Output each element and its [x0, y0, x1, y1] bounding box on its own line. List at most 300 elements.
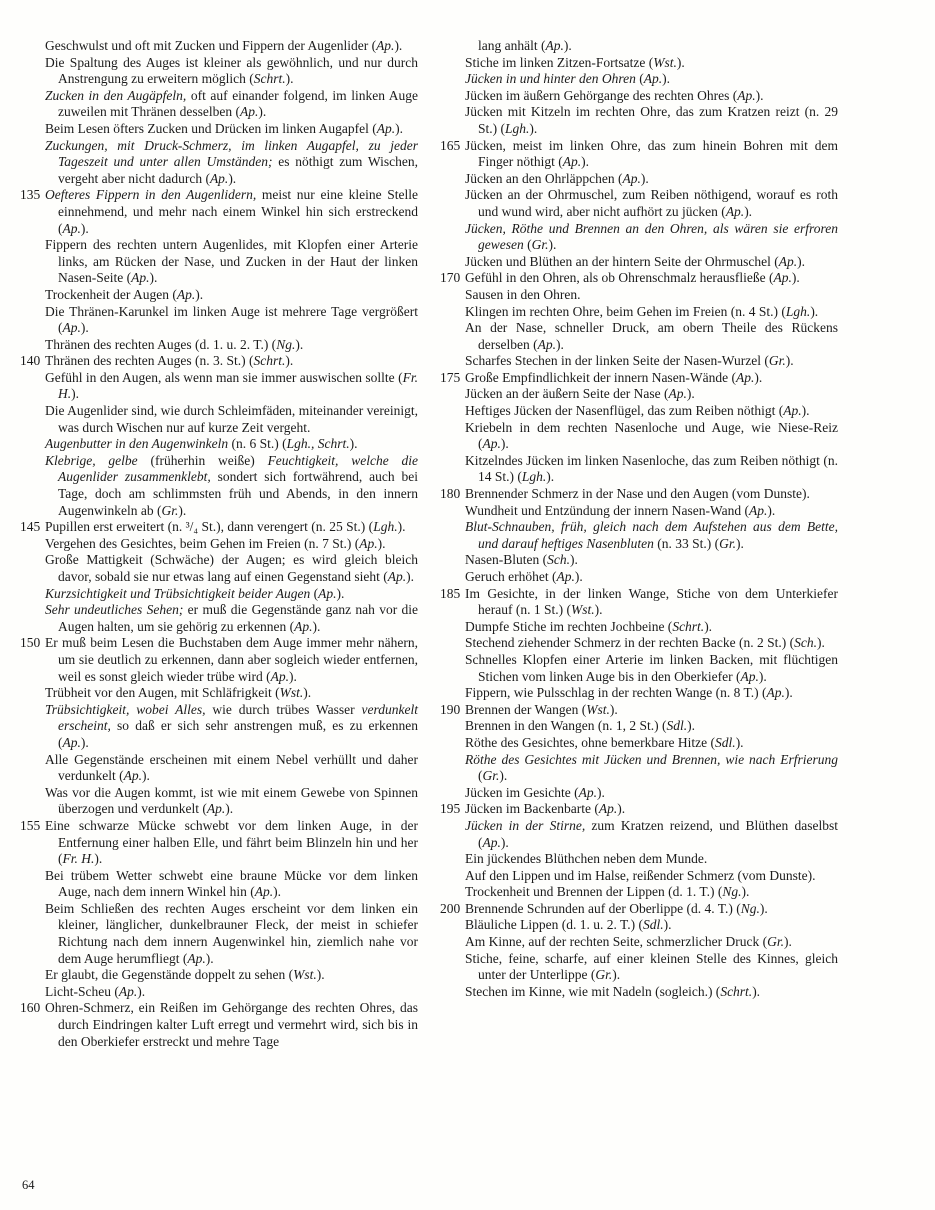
symptom-text: Brennen der Wangen (	[465, 701, 587, 717]
symptom-text: ).	[704, 618, 713, 634]
symptom-text-italic: Ap.	[123, 768, 142, 784]
symptom-text: ).	[228, 170, 237, 186]
symptom-entry	[465, 55, 838, 72]
symptom-text-italic: Ap.	[622, 170, 641, 186]
symptom-text: sondert sich fortwährend, auch bei Tage, doch am schlimmsten früh und Abends, in den innern Augenwinkeln ab (	[58, 469, 418, 518]
symptom-text-italic: Ng.	[740, 900, 760, 916]
symptom-text: (	[635, 71, 644, 87]
symptom-text-italic: Gr.	[595, 967, 613, 983]
symptom-entry	[465, 171, 838, 188]
symptom-text: Brennender Schmerz in der Nase und den Augen (vom Dunste).	[465, 486, 810, 502]
symptom-text: ).	[752, 983, 761, 999]
symptom-text: Am Kinne, auf der rechten Seite, schmerzlicher Druck (	[465, 934, 768, 950]
symptom-text: ).	[640, 170, 649, 186]
symptom-text-italic: Fr. H.	[62, 851, 95, 867]
symptom-text-italic: Ap.	[254, 884, 274, 900]
symptom-text: (	[523, 237, 532, 253]
symptom-text-italic: Lgh.	[505, 120, 530, 136]
symptom-text: ).	[303, 685, 312, 701]
symptom-text-italic: Lgh., Schrt.	[286, 436, 350, 452]
symptom-text-italic: Gr.	[768, 353, 786, 369]
symptom-text: Jücken mit Kitzeln im rechten Ohre, das zum Kratzen reizt (n. 29 St.) (	[465, 104, 838, 136]
symptom-text: Scharfes Stechen in der linken Seite der Nasen-Wurzel (	[465, 353, 769, 369]
symptom-text-italic: Ap.	[556, 569, 575, 584]
symptom-number: 135	[20, 187, 41, 203]
page-number: 64	[22, 1178, 35, 1192]
symptom-text: Bei trübem Wetter schwebt eine braune Mücke vor dem linken Auge, nach dem innern Winkel hin (	[45, 867, 418, 900]
symptom-text-italic: Ng.	[276, 336, 296, 352]
symptom-entry	[465, 552, 838, 569]
symptom-entry	[465, 951, 838, 984]
symptom-entry	[465, 187, 838, 220]
symptom-text: Trübheit vor den Augen, mit Schläfrigkeit (	[45, 685, 280, 701]
symptom-text-italic: Ap.	[766, 685, 785, 701]
symptom-number: 145	[20, 519, 41, 535]
symptom-text: ).	[758, 668, 767, 684]
symptom-text-italic: Ap.	[668, 386, 687, 402]
symptom-entry	[440, 270, 838, 287]
symptom-text: ).	[767, 502, 776, 518]
symptom-entry	[45, 752, 418, 785]
symptom-text: Trockenheit der Augen (	[45, 286, 177, 302]
symptom-text-italic: Ap.	[376, 120, 396, 136]
symptom-entry	[20, 519, 418, 536]
symptom-text-italic: Ap.	[62, 734, 81, 750]
symptom-text-italic: Ap.	[562, 154, 582, 170]
symptom-number: 180	[440, 486, 461, 502]
symptom-entry	[45, 586, 418, 603]
symptom-text: (n. 33 St.) (	[653, 535, 720, 551]
symptom-text: Brennen in den Wangen (n. 1, 2 St.) (	[465, 718, 667, 734]
symptom-text-italic: Oefteres Fippern in den Augenlidern,	[45, 187, 257, 203]
symptom-text: zum Kratzen reizend, und Blüthen daselbst (	[478, 817, 838, 850]
symptom-text-italic: Klebrige, gelbe	[45, 452, 138, 468]
symptom-text: ).	[663, 917, 672, 933]
symptom-text: es nöthigt zum Wischen, vergeht aber nicht dadurch (	[58, 154, 418, 186]
symptom-text-italic: Ap.	[62, 220, 81, 236]
symptom-entry	[465, 868, 838, 885]
symptom-text: meist nur eine kleine Stelle einnehmend, und mehr nach einem Winkel hin sich erstreckend (	[58, 187, 418, 236]
symptom-text: ).	[759, 900, 768, 916]
symptom-entry	[465, 884, 838, 901]
symptom-text: ).	[754, 369, 763, 385]
symptom-entry	[465, 785, 838, 802]
symptom-entry	[465, 287, 838, 304]
symptom-text-italic: Sch.	[794, 635, 817, 651]
symptom-entry	[45, 121, 418, 138]
symptom-text: Brennende Schrunden auf der Oberlippe (d. 4. T.) (	[465, 900, 741, 916]
symptom-entry	[465, 320, 838, 353]
symptom-entry	[465, 934, 838, 951]
symptom-text: Kitzelndes Jücken im linken Nasenloche, das zum Reiben nöthigt (n. 14 St.) (	[465, 452, 838, 485]
symptom-text-italic: Ap.	[736, 369, 755, 385]
symptom-text: Klingen im rechten Ohre, beim Gehen im Freien (n. 4 St.) (	[465, 303, 786, 319]
symptom-text: Beim Schließen des rechten Auges erscheint vor dem linken ein kleiner, länglicher, dunkelbrauner Fleck, der meist in schiefer Richtung nach dem innern Augenwinkel hin, ziemlich nahe vor dem Auge herumfliegt (	[45, 900, 418, 966]
symptom-text: so daß er sich sehr anstrengen muß, es zu erkennen (	[58, 718, 418, 750]
symptom-number: 140	[20, 353, 41, 369]
symptom-text-italic: Ap.	[387, 569, 407, 584]
symptom-text: ).	[225, 801, 234, 817]
symptom-entry	[45, 901, 418, 967]
symptom-text-italic: Wst.	[279, 685, 304, 701]
symptom-text: Gefühl in den Ohren, als ob Ohrenschmalz herausfließe (	[465, 270, 774, 286]
symptom-text-italic: Sdl.	[642, 917, 664, 933]
symptom-text-italic: Schrt.	[672, 618, 705, 634]
symptom-text: Röthe des Gesichtes, ohne bemerkbare Hitze (	[465, 734, 716, 750]
symptom-entry	[465, 619, 838, 636]
symptom-text-italic: Kurzsichtigkeit und Trübsichtigkeit beider Augen	[45, 585, 311, 601]
symptom-entry	[45, 370, 418, 403]
symptom-entry	[45, 403, 418, 436]
symptom-text: ).	[817, 635, 825, 651]
symptom-text-italic: Feuchtigkeit, welche die Augenlider zusammenklebt,	[58, 452, 418, 485]
symptom-text: Dumpfe Stiche im rechten Jochbeine (	[465, 618, 673, 634]
symptom-text: Fippern, wie Pulsschlag in der rechten Wange (n. 8 T.) (	[465, 685, 767, 701]
symptom-text: ).	[205, 950, 214, 966]
symptom-text: Jücken im Backenbarte (	[465, 801, 599, 817]
symptom-text: Ein jückendes Blüthchen neben dem Munde.	[465, 851, 708, 867]
symptom-text: ).	[288, 668, 297, 684]
symptom-text: Nasen-Bluten (	[465, 552, 548, 568]
symptom-text-italic: Sdl.	[666, 718, 688, 734]
symptom-text: lang anhält (	[478, 38, 546, 53]
symptom-text-italic: Röthe des Gesichtes mit Jücken und Brennen, wie nach Erfrierung	[465, 751, 838, 767]
symptom-text-italic: Ap.	[773, 270, 792, 286]
symptom-text-italic: Ap.	[740, 668, 759, 684]
symptom-text-italic: Ap.	[598, 801, 618, 817]
symptom-text: ).	[273, 884, 282, 900]
symptom-text: ).	[80, 734, 89, 750]
symptom-text: (n. 6 St.) (	[228, 436, 287, 452]
symptom-text-italic: Wst.	[653, 54, 677, 70]
symptom-text: oft auf einander folgend, im linken Auge zuweilen mit Thränen desselben (	[58, 87, 418, 120]
symptom-text: Die Augenlider sind, wie durch Schleimfäden, miteinander vereinigt, was durch Wischen nur auf kurze Zeit vergeht.	[45, 403, 418, 435]
symptom-entry	[465, 569, 838, 586]
symptom-text: Pupillen erst erweitert (n. ³/₄ St.), dann verengert (n. 25 St.) (	[45, 519, 374, 535]
symptom-text: (	[478, 768, 483, 784]
symptom-entry	[465, 917, 838, 934]
symptom-entry	[465, 635, 838, 652]
symptom-text: Jücken an der äußern Seite der Nase (	[465, 386, 669, 402]
symptom-number: 195	[440, 801, 461, 817]
symptom-text: Alle Gegenstände erscheinen mit einem Nebel verhüllt und daher verdunkelt (	[45, 751, 418, 784]
symptom-entry	[465, 718, 838, 735]
symptom-number: 200	[440, 900, 461, 916]
symptom-text-italic: Jücken in und hinter den Ohren	[465, 71, 636, 87]
symptom-entry	[440, 585, 838, 619]
symptom-entry	[465, 818, 838, 851]
symptom-entry	[45, 138, 418, 188]
symptom-text: ).	[406, 569, 414, 584]
symptom-text: ).	[548, 237, 557, 253]
symptom-text: Jücken und Blüthen an der hintern Seite der Ohrmuschel (	[465, 253, 779, 269]
symptom-text: ).	[178, 502, 187, 518]
symptom-text: ).	[295, 336, 304, 352]
left-column	[20, 38, 418, 1050]
symptom-text-italic: Ap.	[737, 87, 756, 103]
symptom-entry	[45, 237, 418, 287]
symptom-text: ).	[785, 353, 794, 369]
symptom-entry	[465, 88, 838, 105]
symptom-text: ).	[784, 685, 793, 701]
symptom-text: ).	[687, 718, 696, 734]
symptom-number: 165	[440, 137, 461, 153]
symptom-text: ).	[94, 851, 103, 867]
symptom-entry	[440, 369, 838, 387]
symptom-text: (früherhin weiße)	[137, 452, 268, 468]
symptom-text: ).	[797, 253, 806, 269]
symptom-text-italic: Blut-Schnauben, früh, gleich nach dem Aufstehen aus dem Bette, und darauf heftiges Nasenbluten	[465, 519, 838, 551]
symptom-entry	[465, 104, 838, 137]
symptom-text-italic: Wst.	[570, 602, 595, 618]
symptom-text-italic: Ap.	[131, 270, 150, 286]
symptom-entry	[465, 685, 838, 702]
symptom-text: Jücken an den Ohrläppchen (	[465, 170, 623, 186]
symptom-text: ).	[71, 386, 79, 402]
symptom-text-italic: Ap.	[545, 38, 564, 53]
symptom-text-italic: Trübsichtigkeit, wobei Alles,	[45, 701, 206, 717]
symptom-entry	[440, 900, 838, 918]
symptom-text: ).	[500, 436, 509, 452]
symptom-text: Große Mattigkeit (Schwäche) der Augen; es wird gleich bleich davor, sobald sie nur etwas lang auf einen Gegenstand sieht (	[45, 552, 418, 584]
symptom-text: Er glaubt, die Gegenstände doppelt zu sehen (	[45, 967, 294, 983]
symptom-text-italic: Gr.	[719, 535, 737, 551]
symptom-text-italic: Augenbutter in den Augenwinkeln	[45, 436, 229, 452]
symptom-entry	[465, 403, 838, 420]
symptom-text: Stiche im linken Zitzen-Fortsatze (	[465, 54, 654, 70]
text-columns	[20, 38, 935, 1050]
symptom-text-italic: Ap.	[482, 436, 501, 452]
symptom-text: ).	[555, 336, 564, 352]
symptom-text: Jücken an der Ohrmuschel, zum Reiben nöthigend, worauf es roth und wund wird, aber nicht aufhört zu jücken (	[465, 187, 838, 219]
symptom-text: ).	[529, 120, 538, 136]
symptom-entry	[45, 453, 418, 519]
symptom-text: Gefühl in den Augen, als wenn man sie immer auswischen sollte (	[45, 369, 403, 385]
symptom-entry	[440, 701, 838, 719]
symptom-text-italic: Jücken, Röthe und Brennen an den Ohren, als wären sie erfroren gewesen	[465, 220, 838, 253]
symptom-text: ).	[741, 884, 750, 900]
symptom-entry	[465, 752, 838, 785]
symptom-entry	[45, 602, 418, 635]
symptom-text-italic: Ap.	[537, 336, 556, 352]
symptom-text: Beim Lesen öfters Zucken und Drücken im linken Augapfel (	[45, 120, 377, 136]
symptom-text-italic: Ap.	[294, 618, 313, 634]
symptom-text: ).	[676, 54, 685, 70]
symptom-text-italic: Ng.	[722, 884, 742, 900]
symptom-entry	[465, 420, 838, 453]
symptom-entry	[465, 984, 838, 1001]
symptom-text: ).	[149, 270, 158, 286]
symptom-number: 190	[440, 701, 461, 717]
symptom-text-italic: Schrt.	[253, 71, 286, 87]
symptom-entry	[20, 187, 418, 237]
symptom-text: ).	[500, 834, 509, 850]
symptom-text-italic: Ap.	[206, 801, 226, 817]
symptom-text: Bläuliche Lippen (d. 1. u. 2. T.) (	[465, 917, 643, 933]
symptom-text: ).	[395, 120, 404, 136]
symptom-text: ).	[397, 519, 406, 535]
symptom-text: Stiche, feine, scharfe, auf einer kleinen Stelle des Kinnes, gleich unter der Unterlippe (	[465, 950, 838, 983]
symptom-text-italic: Ap.	[118, 983, 138, 999]
symptom-text-italic: Ap.	[725, 203, 745, 219]
symptom-entry	[465, 353, 838, 370]
symptom-text: ).	[377, 535, 386, 551]
symptom-text: Ohren-Schmerz, ein Reißen im Gehörgange des rechten Ohres, das durch Eindringen kalter Luft erregt und vermehrt wird, sich bis in den Oberkiefer erstreckt und mehre Tage	[45, 1000, 418, 1049]
symptom-entry	[465, 453, 838, 486]
symptom-text: ).	[594, 602, 603, 618]
symptom-text: ).	[258, 104, 267, 120]
symptom-text-italic: Gr.	[482, 768, 500, 784]
symptom-text: Die Thränen-Karunkel im linken Auge ist mehrere Tage vergrößert (	[45, 303, 418, 336]
symptom-entry	[45, 536, 418, 553]
symptom-entry	[45, 984, 418, 1001]
symptom-text: ).	[574, 569, 583, 584]
symptom-number: 150	[20, 635, 41, 651]
symptom-text-italic: Wst.	[586, 701, 610, 717]
symptom-entry	[45, 868, 418, 901]
symptom-entry	[465, 71, 838, 88]
symptom-text: ).	[569, 552, 578, 568]
symptom-text: ).	[499, 768, 508, 784]
symptom-entry	[45, 552, 418, 585]
symptom-entry	[20, 353, 418, 370]
symptom-text: Vergehen des Gesichtes, beim Gehen im Freien (n. 7 St.) (	[45, 535, 360, 551]
symptom-text: Geschwulst und oft mit Zucken und Fippern der Augenlider (	[45, 38, 377, 53]
symptom-text: Heftiges Jücken der Nasenflügel, das zum Reiben nöthigt (	[465, 403, 784, 419]
symptom-entry	[45, 88, 418, 121]
symptom-text: ).	[80, 320, 89, 336]
symptom-text-italic: Schrt.	[253, 353, 286, 369]
symptom-text: ).	[784, 934, 792, 950]
symptom-text: Stechen im Kinne, wie mit Nadeln (sogleich.) (	[465, 983, 721, 999]
symptom-entry	[465, 38, 838, 55]
symptom-text: ).	[141, 768, 150, 784]
symptom-text: ).	[563, 38, 572, 53]
symptom-text-italic: Ap.	[62, 320, 81, 336]
symptom-entry	[45, 55, 418, 88]
symptom-text: ).	[662, 71, 670, 87]
symptom-text-italic: Ap.	[749, 502, 768, 518]
symptom-text-italic: Ap.	[578, 784, 597, 800]
symptom-entry	[45, 967, 418, 984]
symptom-text: Im Gesichte, in der linken Wange, Stiche von dem Unterkiefer herauf (n. 1 St.) (	[465, 585, 838, 618]
symptom-number: 155	[20, 817, 41, 833]
symptom-text-italic: Ap.	[359, 535, 378, 551]
symptom-text: ).	[546, 469, 555, 485]
symptom-text: Trockenheit und Brennen der Lippen (d. 1. T.) (	[465, 884, 723, 900]
symptom-text: ).	[285, 71, 294, 87]
symptom-entry	[465, 221, 838, 254]
symptom-entry	[440, 486, 838, 503]
symptom-text: Sausen in den Ohren.	[465, 286, 581, 302]
symptom-text: Große Empfindlichkeit der innern Nasen-Wände (	[465, 369, 737, 385]
symptom-text-italic: Ap.	[209, 170, 229, 186]
symptom-entry	[45, 436, 418, 453]
symptom-text-italic: Wst.	[293, 967, 317, 983]
symptom-number: 175	[440, 369, 461, 385]
symptom-text: Kriebeln in dem rechten Nasenloche und Auge, wie Niese-Reiz (	[465, 419, 838, 452]
symptom-number: 170	[440, 270, 461, 286]
symptom-text: ).	[612, 967, 621, 983]
symptom-text: ).	[686, 386, 695, 402]
symptom-entry	[45, 287, 418, 304]
symptom-entry	[465, 386, 838, 403]
symptom-entry	[440, 137, 838, 171]
symptom-text: ).	[349, 436, 358, 452]
symptom-entry	[20, 1000, 418, 1050]
symptom-text: Geruch erhöhet (	[465, 569, 557, 584]
symptom-text: Die Spaltung des Auges ist kleiner als gewöhnlich, und nur durch Anstrengung zu erweitern möglich (	[45, 54, 418, 87]
symptom-text-italic: Jücken in der Stirne,	[465, 817, 586, 833]
symptom-text-italic: Lgh.	[521, 469, 547, 485]
symptom-text: ).	[285, 353, 294, 369]
symptom-text: ).	[312, 618, 321, 634]
symptom-text-italic: Ap.	[783, 403, 802, 419]
symptom-text: Stechend ziehender Schmerz in der rechten Backe (n. 2 St.) (	[465, 635, 795, 651]
symptom-text-italic: Ap.	[239, 104, 259, 120]
symptom-text-italic: Ap.	[376, 38, 395, 53]
symptom-text: Licht-Scheu (	[45, 983, 119, 999]
right-column	[440, 38, 838, 1000]
symptom-text: ).	[744, 203, 753, 219]
symptom-text: Thränen des rechten Auges (n. 3. St.) (	[45, 353, 254, 369]
symptom-text: Wundheit und Entzündung der innern Nasen-Wand (	[465, 502, 750, 518]
symptom-entry	[465, 254, 838, 271]
symptom-text-italic: Ap.	[482, 834, 501, 850]
symptom-text: ).	[791, 270, 800, 286]
symptom-text: ).	[617, 801, 626, 817]
symptom-text-italic: Fr. H.	[58, 369, 418, 402]
symptom-text: ).	[735, 734, 744, 750]
symptom-text: An der Nase, schneller Druck, am obern Theile des Rückens derselben (	[465, 320, 838, 352]
symptom-text-italic: Ap.	[318, 585, 337, 601]
symptom-entry	[45, 337, 418, 354]
symptom-text: Auf den Lippen und im Halse, reißender Schmerz (vom Dunste).	[465, 867, 816, 883]
symptom-entry	[45, 685, 418, 702]
symptom-text: Er muß beim Lesen die Buchstaben dem Auge immer mehr nähern, um sie deutlich zu erkennen, dann aber sogleich wieder entfernen, weil es sonst gleich wieder trübe wird (	[45, 635, 418, 684]
symptom-text-italic: Ap.	[643, 71, 663, 87]
symptom-text-italic: Lgh.	[785, 303, 811, 319]
symptom-text: Eine schwarze Mücke schwebt vor dem linken Auge, in der Entfernung einer halben Elle, und fährt beim Blinzeln hin und her (	[45, 817, 418, 867]
symptom-text-italic: Sch.	[547, 552, 570, 568]
symptom-text: ).	[755, 87, 764, 103]
symptom-text: (	[310, 585, 319, 601]
symptom-text-italic: Lgh.	[373, 519, 398, 535]
symptom-text-italic: Zuckungen, mit Druck-Schmerz, im linken Augapfel, zu jeder Tageszeit und unter allen Umständen;	[45, 137, 418, 170]
symptom-entry	[465, 503, 838, 520]
symptom-text-italic: Gr.	[767, 934, 785, 950]
symptom-entry	[45, 785, 418, 818]
symptom-entry	[465, 735, 838, 752]
symptom-text: Fippern des rechten untern Augenlides, mit Klopfen einer Arterie links, am Rücken der Nase, und Zucken in der Haut der linken Nasen-Seite (	[45, 237, 418, 286]
symptom-text: Was vor die Augen kommt, ist wie mit einem Gewebe von Spinnen überzogen und verdunkelt (	[45, 784, 418, 817]
symptom-text: Jücken, meist im linken Ohre, das zum hinein Bohren mit dem Finger nöthigt (	[465, 137, 838, 170]
symptom-text: ).	[810, 303, 819, 319]
symptom-number: 185	[440, 585, 461, 601]
symptom-text: er muß die Gegenstände ganz nah vor die Augen halten, um sie gehörig zu erkennen (	[58, 602, 418, 634]
symptom-text: ).	[336, 585, 345, 601]
symptom-text: wie durch trübes Wasser	[205, 701, 362, 717]
symptom-text: ).	[195, 286, 204, 302]
symptom-entry	[465, 519, 838, 552]
symptom-text: ).	[609, 701, 618, 717]
symptom-text-italic: Ap.	[187, 950, 206, 966]
symptom-number: 160	[20, 1000, 41, 1016]
symptom-entry	[20, 635, 418, 685]
symptom-text-italic: Zucken in den Augäpfeln,	[45, 87, 187, 103]
symptom-text-italic: Ap.	[176, 286, 196, 302]
symptom-text-italic: Schrt.	[720, 983, 753, 999]
